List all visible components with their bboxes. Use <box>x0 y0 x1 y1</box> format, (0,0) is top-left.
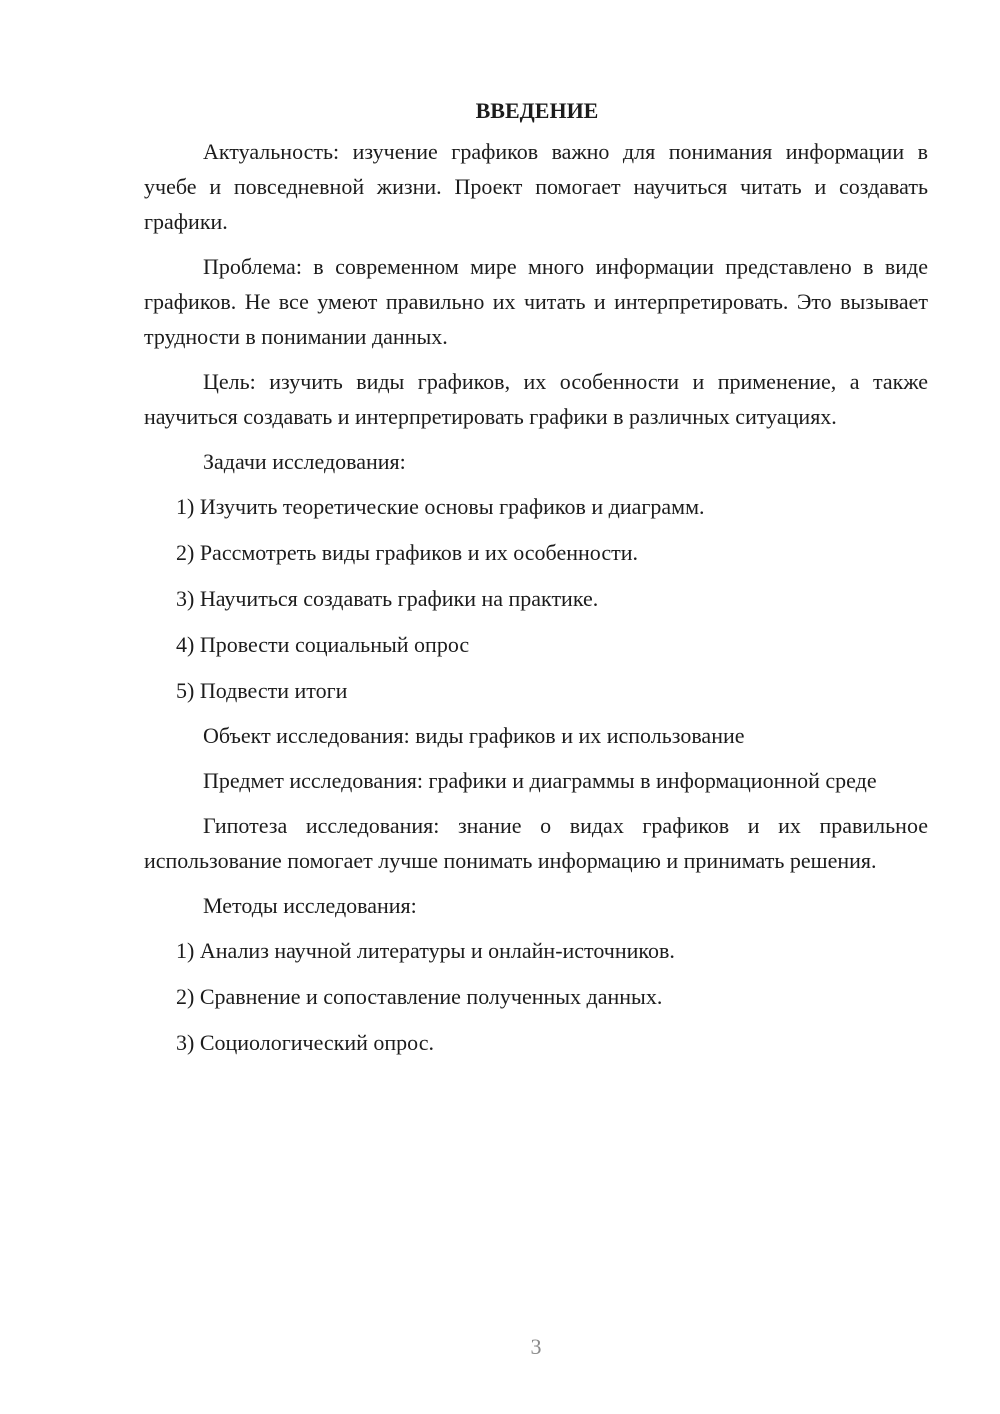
paragraph-hypothesis: Гипотеза исследования: знание о видах графиков и их правильное использование помогает лучше понимать информацию и принимать решения. <box>144 813 928 873</box>
list-item-method-1: 1) Анализ научной литературы и онлайн-источников. <box>176 938 675 963</box>
page-content <box>144 93 928 1060</box>
list-item-task-3: 3) Научиться создавать графики на практике. <box>176 586 599 611</box>
list-item-task-4: 4) Провести социальный опрос <box>176 632 470 657</box>
paragraph-object: Объект исследования: виды графиков и их использование <box>203 723 745 748</box>
list-item-task-5: 5) Подвести итоги <box>176 678 348 703</box>
section-heading: ВВЕДЕНИЕ <box>475 98 599 123</box>
list-item-method-3: 3) Социологический опрос. <box>176 1030 434 1055</box>
list-item-task-2: 2) Рассмотреть виды графиков и их особенности. <box>176 540 638 565</box>
page-number: 3 <box>530 1334 542 1359</box>
tasks-title: Задачи исследования: <box>203 449 406 474</box>
methods-title: Методы исследования: <box>203 893 417 918</box>
list-item-method-2: 2) Сравнение и сопоставление полученных данных. <box>176 984 663 1009</box>
paragraph-problem: Проблема: в современном мире много информации представлено в виде графиков. Не все умеют правильно их читать и интерпретировать. Это вызывает трудности в понимании данных. <box>144 254 928 349</box>
paragraph-goal: Цель: изучить виды графиков, их особенности и применение, а также научиться создавать и интерпретировать графики в различных ситуациях. <box>144 369 928 429</box>
paragraph-subject: Предмет исследования: графики и диаграммы в информационной среде <box>203 768 877 793</box>
list-item-task-1: 1) Изучить теоретические основы графиков и диаграмм. <box>176 494 705 519</box>
paragraph-relevance: Актуальность: изучение графиков важно для понимания информации в учебе и повседневной жизни. Проект помогает научиться читать и создавать графики. <box>144 139 928 234</box>
